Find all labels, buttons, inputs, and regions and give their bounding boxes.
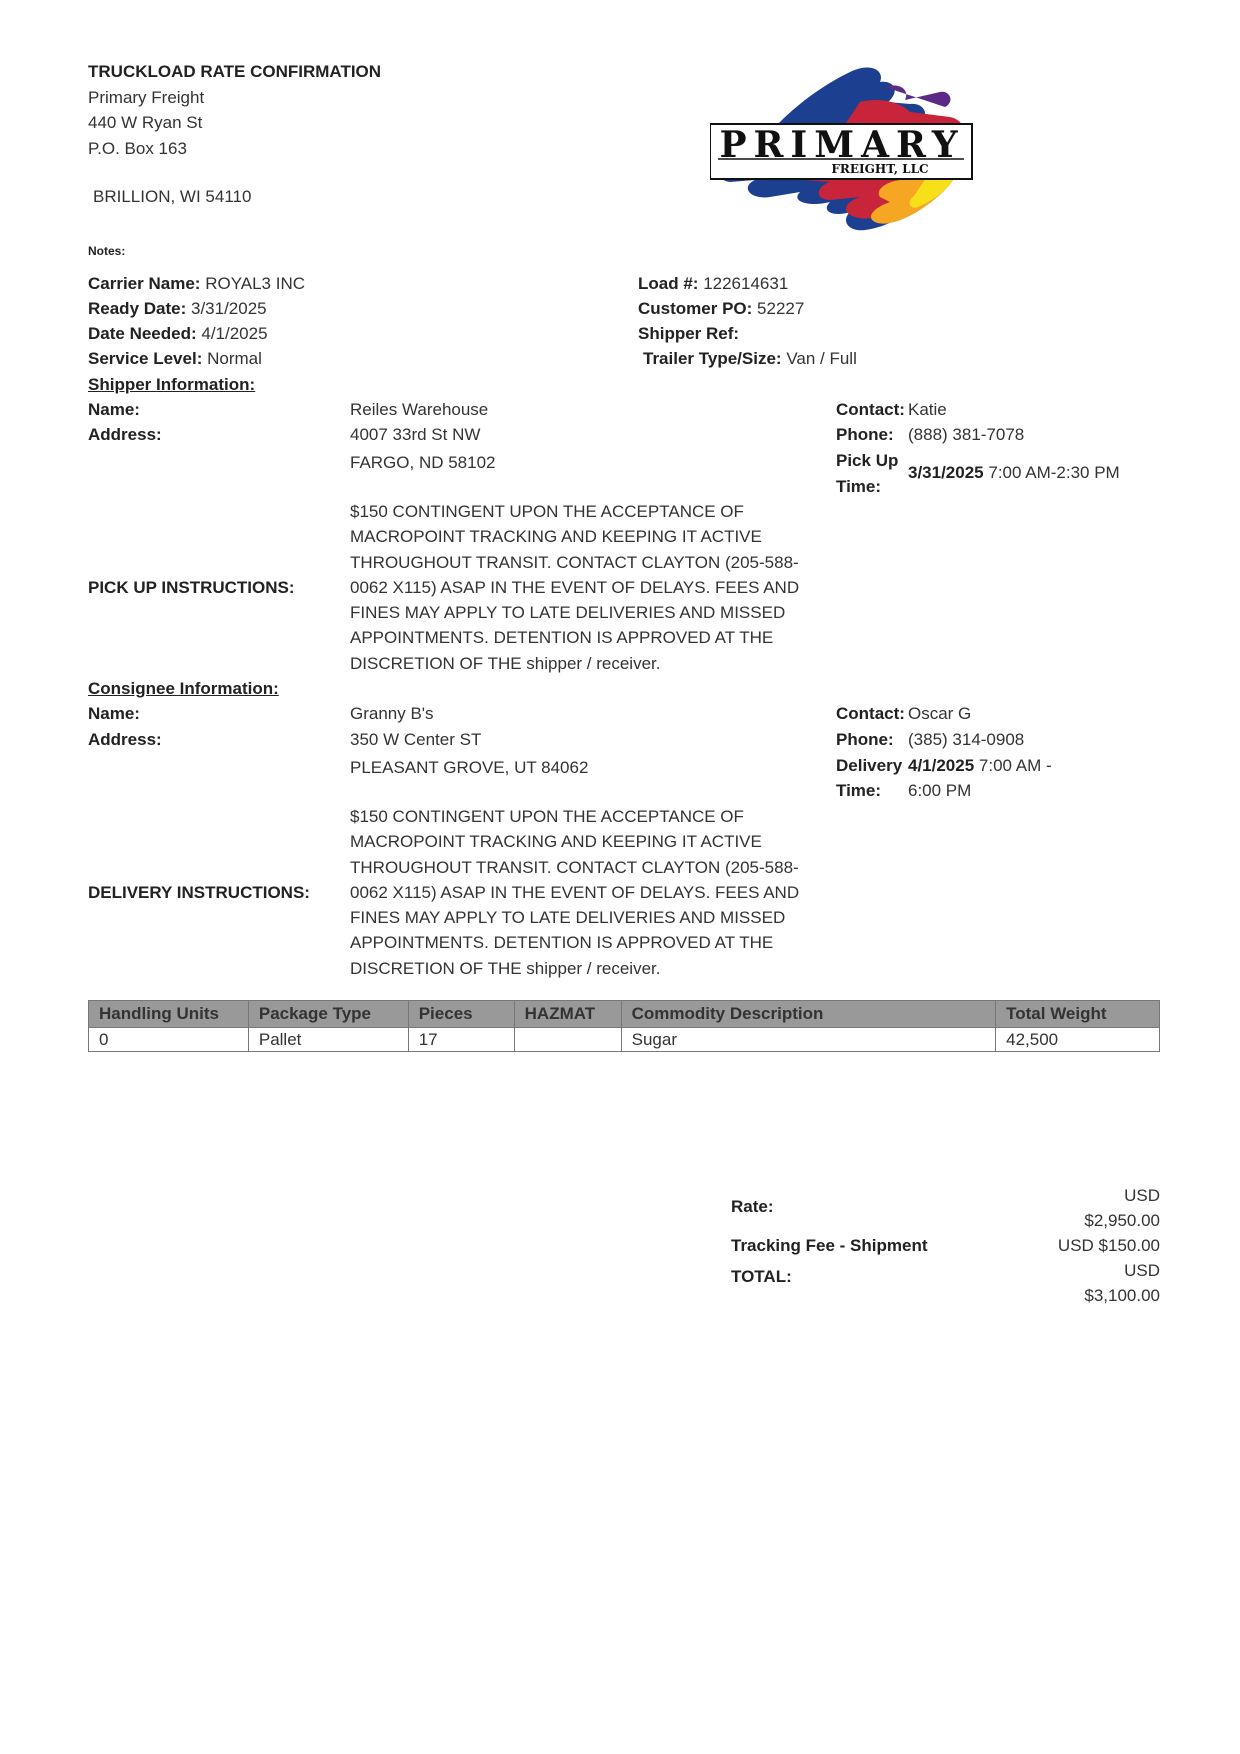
consignee-section-title: Consignee Information: [88,679,279,698]
consignee-address-label: Address: [88,730,162,749]
pickup-time-label-line1: Pick Up [836,451,899,470]
company-address-line2: P.O. Box 163 [88,139,187,158]
pickup-date: 3/31/2025 [908,463,984,482]
shipper-contact-label: Contact: [836,400,905,419]
total-label: TOTAL: [731,1267,792,1286]
total-currency: USD [1124,1261,1160,1280]
delivery-instructions-line: MACROPOINT TRACKING AND KEEPING IT ACTIVE [350,832,762,852]
consignee-contact-label: Contact: [836,704,905,723]
service-level-label: Service Level: [88,349,203,368]
date-needed-label: Date Needed: [88,324,197,343]
cargo-table [88,1000,1160,1052]
pickup-instructions-line: THROUGHOUT TRANSIT. CONTACT CLAYTON (205-588- [350,552,799,572]
total-amount: $3,100.00 [1084,1286,1160,1305]
consignee-address-line2: PLEASANT GROVE, UT 84062 [350,758,589,777]
carrier-name-label: Carrier Name: [88,274,201,293]
carrier-name-row [88,273,305,295]
header-pieces: Pieces [408,1001,514,1028]
company-address-line1: 440 W Ryan St [88,113,203,132]
delivery-time-start: 7:00 AM - [978,756,1052,775]
load-number-row [638,273,788,295]
header-commodity-description: Commodity Description [621,1001,996,1028]
ready-date-value: 3/31/2025 [191,299,267,318]
delivery-instructions-line: APPOINTMENTS. DETENTION IS APPROVED AT THE [350,933,774,953]
cell-package-type: Pallet [248,1028,408,1052]
pickup-instructions-line: 0062 X115) ASAP IN THE EVENT OF DELAYS. FEES AND [350,577,800,597]
pickup-time-label-line2: Time: [836,477,882,496]
delivery-date: 4/1/2025 [908,756,975,775]
customer-po-value: 52227 [757,299,805,318]
consignee-address-line1: 350 W Center ST [350,730,482,749]
shipper-address-label: Address: [88,425,162,444]
date-needed-row [88,323,268,345]
table-row [89,1028,1160,1052]
shipper-phone-label: Phone: [836,425,894,444]
trailer-value: Van / Full [786,349,857,368]
rate-label: Rate: [731,1197,774,1216]
pickup-instructions-line: APPOINTMENTS. DETENTION IS APPROVED AT THE [350,628,774,648]
shipper-address-line1: 4007 33rd St NW [350,425,481,444]
trailer-row [643,348,857,370]
date-needed-value: 4/1/2025 [201,324,268,343]
consignee-name-label: Name: [88,704,140,723]
pickup-instructions [350,499,850,676]
ready-date-label: Ready Date: [88,299,187,318]
pickup-instructions-line: FINES MAY APPLY TO LATE DELIVERIES AND MISSED [350,603,786,623]
header-package-type: Package Type [248,1001,408,1028]
delivery-instructions-line: 0062 X115) ASAP IN THE EVENT OF DELAYS. FEES AND [350,882,800,902]
shipper-ref-label: Shipper Ref: [638,324,740,343]
notes-label: Notes: [88,244,126,258]
shipper-ref-row [638,323,739,345]
shipper-phone-value: (888) 381-7078 [908,425,1025,444]
cell-handling-units: 0 [89,1028,249,1052]
delivery-time-row [908,755,1052,777]
delivery-instructions-line: $150 CONTINGENT UPON THE ACCEPTANCE OF [350,807,744,826]
company-name: Primary Freight [88,88,205,107]
header-handling-units: Handling Units [89,1001,249,1028]
pickup-instructions-line: DISCRETION OF THE shipper / receiver. [350,653,661,673]
cell-commodity-description: Sugar [621,1028,996,1052]
tracking-fee-amount: USD $150.00 [1057,1236,1160,1255]
rate-currency: USD [1124,1186,1160,1205]
shipper-contact-value: Katie [908,400,947,419]
delivery-instructions-line: THROUGHOUT TRANSIT. CONTACT CLAYTON (205-588- [350,857,799,877]
cargo-table-header [89,1001,1160,1028]
delivery-time-label-line2: Time: [836,781,882,800]
consignee-phone-value: (385) 314-0908 [908,730,1025,749]
pickup-instructions-label: PICK UP INSTRUCTIONS: [88,578,295,597]
consignee-name-value: Granny B's [350,704,434,723]
tracking-fee-label: Tracking Fee - Shipment [731,1236,928,1255]
shipper-address-line2: FARGO, ND 58102 [350,453,496,472]
primary-freight-logo [710,62,1000,232]
trailer-label: Trailer Type/Size: [643,349,782,368]
cell-total-weight: 42,500 [996,1028,1160,1052]
customer-po-label: Customer PO: [638,299,753,318]
consignee-contact-value: Oscar G [908,704,972,723]
header-hazmat: HAZMAT [514,1001,621,1028]
pickup-instructions-line: $150 CONTINGENT UPON THE ACCEPTANCE OF [350,502,744,521]
delivery-instructions-line: FINES MAY APPLY TO LATE DELIVERIES AND MISSED [350,908,786,928]
header-total-weight: Total Weight [996,1001,1160,1028]
company-city-state-zip: BRILLION, WI 54110 [93,187,252,206]
customer-po-row [638,298,804,320]
rate-amount: $2,950.00 [1084,1211,1160,1230]
logo-subtitle: FREIGHT, LLC [831,162,929,176]
service-level-value: Normal [207,349,262,368]
shipper-section-title: Shipper Information: [88,375,256,394]
pickup-instructions-line: MACROPOINT TRACKING AND KEEPING IT ACTIVE [350,527,762,547]
shipper-name-value: Reiles Warehouse [350,400,489,419]
load-number-label: Load #: [638,274,699,293]
ready-date-row [88,298,267,320]
logo-wordmark: PRIMARY [719,124,965,166]
service-level-row [88,348,262,370]
delivery-instructions-line: DISCRETION OF THE shipper / receiver. [350,958,661,978]
cell-pieces: 17 [408,1028,514,1052]
document-title: TRUCKLOAD RATE CONFIRMATION [88,62,382,81]
consignee-phone-label: Phone: [836,730,894,749]
carrier-name-value: ROYAL3 INC [205,274,306,293]
delivery-time-label-line1: Delivery [836,756,903,775]
cell-hazmat [514,1028,621,1052]
delivery-time-end: 6:00 PM [908,781,972,800]
delivery-instructions-label: DELIVERY INSTRUCTIONS: [88,883,310,902]
pickup-time-row [908,462,1120,484]
pickup-time-window: 7:00 AM-2:30 PM [988,463,1120,482]
shipper-name-label: Name: [88,400,140,419]
delivery-instructions [350,804,850,981]
load-number-value: 122614631 [703,274,789,293]
